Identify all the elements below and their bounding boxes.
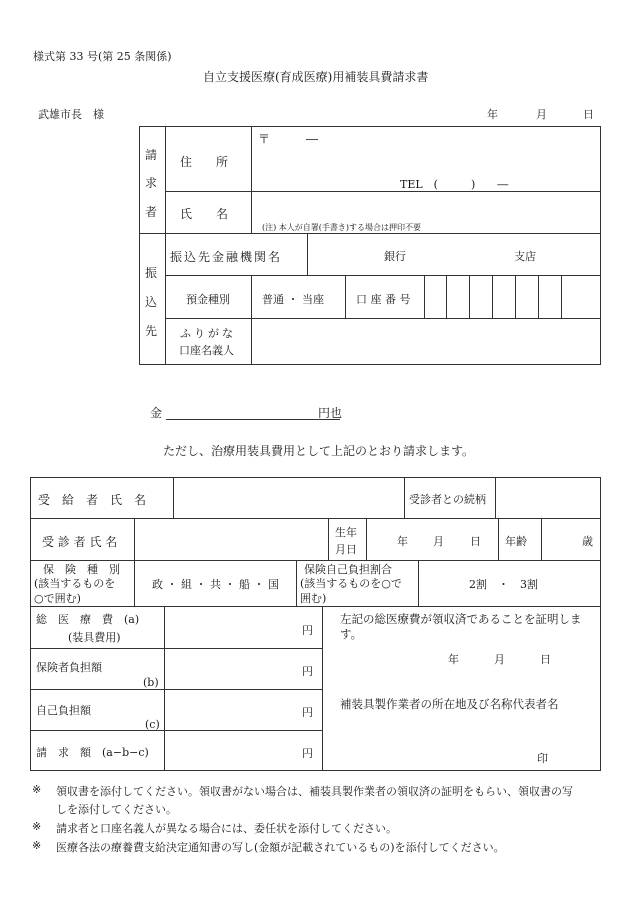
birth-label-top: 生年	[335, 526, 357, 539]
address-field[interactable]	[252, 145, 592, 175]
insurer-share-mark: (b)	[143, 676, 159, 689]
total-cost-label: 総 医 療 費 (a)	[36, 613, 140, 626]
maker-field[interactable]	[330, 715, 530, 760]
note-1-line-2: しを添付してください。	[56, 803, 177, 816]
form-number: 様式第 33 号(第 25 条関係)	[33, 50, 172, 63]
total-cost-yen: 円	[302, 624, 313, 637]
note-mark-3: ※	[32, 839, 42, 852]
copay-options[interactable]: 2割 ・ 3割	[469, 578, 538, 591]
total-cost-field[interactable]	[166, 608, 296, 646]
note-1-line-1: 領収書を添付してください。領収書がない場合は、補装具製作業者の領収済の証明をもらい、領収書の写	[56, 785, 573, 798]
account-number-field[interactable]	[425, 277, 600, 317]
birth-month: 月	[433, 535, 444, 548]
postal-code-mark: 〒 ―	[258, 132, 319, 146]
tel-field[interactable]: TEL ( ) ―	[400, 178, 509, 191]
age-unit: 歳	[582, 535, 593, 548]
holder-name-label: 口座名義人	[179, 344, 234, 357]
claim-statement: ただし、治療用装具費用として上記のとおり請求します。	[163, 444, 475, 458]
insurer-share-field[interactable]	[166, 650, 296, 687]
note-mark-2: ※	[32, 820, 42, 833]
addressee: 武雄市長 様	[38, 108, 104, 121]
relationship-field[interactable]	[497, 479, 599, 516]
bank-name-field[interactable]	[310, 236, 380, 272]
cert-month: 月	[494, 653, 505, 666]
insurance-type-options[interactable]: 政 ・ 組 ・ 共 ・ 船 ・ 国	[152, 578, 279, 591]
name-field[interactable]	[252, 192, 597, 218]
benefit-recipient-name-label: 受 給 者 氏 名	[38, 493, 147, 507]
deposit-type-options[interactable]: 普通 ・ 当座	[262, 293, 324, 306]
address-label: 住 所	[180, 155, 229, 169]
cert-year: 年	[448, 653, 459, 666]
maker-label: 補装具製作業者の所在地及び名称代表者名	[340, 697, 559, 711]
account-number-label: 口 座 番 号	[356, 293, 411, 306]
total-cost-sub: (装具費用)	[68, 631, 121, 644]
date-year: 年	[487, 108, 498, 121]
transfer-section-label-2: 込	[145, 295, 158, 309]
patient-name-field[interactable]	[136, 520, 326, 558]
copay-label-3: 囲む)	[300, 592, 327, 605]
insurance-type-label-2: (該当するものを	[34, 577, 116, 590]
self-pay-yen: 円	[302, 706, 313, 719]
note-3: 医療各法の療養費支給決定通知書の写し(金額が記載されているもの)を添付してください。	[56, 841, 505, 854]
claim-amount-field[interactable]	[166, 732, 296, 769]
holder-name-field[interactable]	[253, 320, 598, 364]
self-pay-mark: (c)	[145, 718, 160, 731]
self-pay-field[interactable]	[166, 691, 296, 728]
claimant-section-label-3: 者	[145, 205, 158, 219]
insurance-type-label-1: 保 険 種 別	[43, 563, 120, 576]
date-day: 日	[583, 108, 594, 121]
copay-label-1: 保険自己負担割合	[304, 563, 392, 576]
name-label: 氏 名	[180, 207, 229, 221]
patient-name-label: 受 診 者 氏 名	[42, 535, 118, 549]
claim-amount-yen: 円	[302, 747, 313, 760]
certification-text: 左記の総医療費が領収済であることを証明します。	[340, 612, 582, 641]
claimant-section-label-1: 請	[145, 148, 158, 162]
bank-suffix: 銀行	[384, 250, 406, 263]
amount-prefix: 金	[150, 406, 163, 420]
holder-kana-label: ふりがな	[180, 327, 236, 340]
amount-suffix: 円也	[318, 406, 343, 420]
seal-mark: 印	[537, 752, 548, 765]
note-mark-1: ※	[32, 783, 42, 796]
birth-year: 年	[397, 535, 408, 548]
benefit-recipient-name-field[interactable]	[175, 479, 402, 516]
copay-label-2: (該当するものを○で	[300, 577, 402, 590]
signature-note: (注) 本人が自署(手書き)する場合は押印不要	[262, 223, 422, 232]
amount-underline[interactable]	[166, 419, 340, 420]
branch-name-field[interactable]	[410, 236, 510, 272]
insurer-share-yen: 円	[302, 665, 313, 678]
branch-suffix: 支店	[514, 250, 536, 263]
insurer-share-label: 保険者負担額	[36, 661, 102, 674]
self-pay-label: 自己負担額	[36, 704, 91, 717]
relationship-label: 受診者との続柄	[409, 493, 486, 506]
transfer-section-label-1: 振	[145, 266, 158, 280]
transfer-section-label-3: 先	[145, 324, 158, 338]
birth-label-bottom: 月日	[335, 543, 357, 556]
claimant-section-label-2: 求	[145, 176, 158, 190]
birth-day: 日	[470, 535, 481, 548]
note-2: 請求者と口座名義人が異なる場合には、委任状を添付してください。	[56, 822, 397, 835]
insurance-type-label-3: ○で囲む)	[34, 592, 81, 605]
document-title: 自立支援医療(育成医療)用補装具費請求書	[203, 70, 429, 84]
claim-amount-label: 請 求 額 (a−b−c)	[36, 746, 149, 759]
deposit-type-label: 預金種別	[186, 293, 230, 306]
cert-day: 日	[540, 653, 551, 666]
age-label: 年齢	[505, 535, 527, 548]
bank-label: 振込先金融機関名	[170, 250, 283, 264]
date-month: 月	[536, 108, 547, 121]
